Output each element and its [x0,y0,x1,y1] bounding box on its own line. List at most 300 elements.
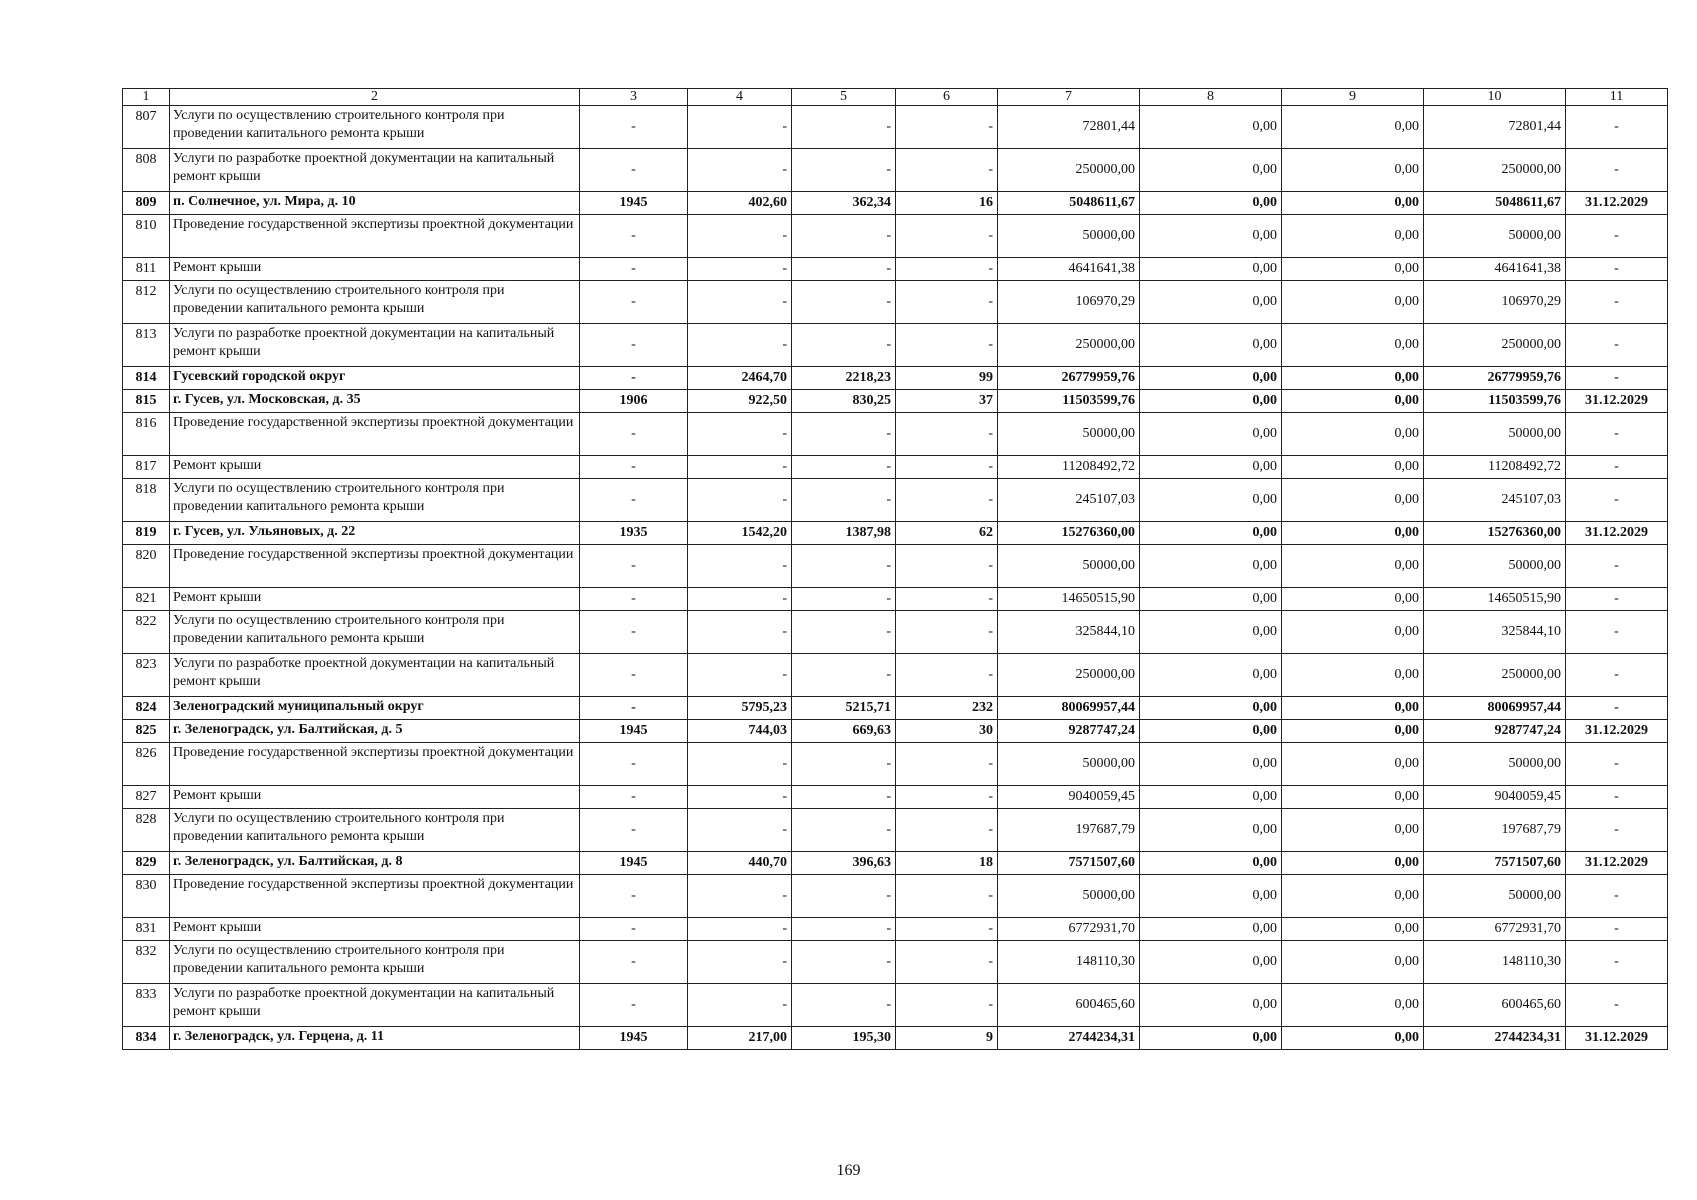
row-number-cell: 818 [123,479,170,522]
table-row [123,697,1668,720]
year-built-cell: - [580,367,688,390]
budget-cost-cell: 0,00 [1282,215,1424,258]
living-area-cell: - [792,479,896,522]
owners-cost-cell: 80069957,44 [1424,697,1566,720]
residents-count-cell: - [896,875,998,918]
owners-cost-cell: 4641641,38 [1424,258,1566,281]
table-row [123,106,1668,149]
row-number-cell: 820 [123,545,170,588]
budget-cost-cell: 0,00 [1282,149,1424,192]
budget-cost-cell: 0,00 [1282,106,1424,149]
residents-count-cell: - [896,456,998,479]
owners-cost-cell: 26779959,76 [1424,367,1566,390]
completion-date-cell: 31.12.2029 [1566,720,1668,743]
living-area-cell: 830,25 [792,390,896,413]
living-area-cell: - [792,413,896,456]
total-cost-cell: 9040059,45 [998,786,1140,809]
owners-cost-cell: 50000,00 [1424,545,1566,588]
living-area-cell: 362,34 [792,192,896,215]
total-cost-cell: 50000,00 [998,545,1140,588]
budget-cost-cell: 0,00 [1282,192,1424,215]
total-area-cell: - [688,809,792,852]
row-number-cell: 815 [123,390,170,413]
fund-cost-cell: 0,00 [1140,984,1282,1027]
row-number-cell: 822 [123,611,170,654]
year-built-cell: - [580,875,688,918]
total-area-cell: - [688,941,792,984]
completion-date-cell: - [1566,611,1668,654]
completion-date-cell: - [1566,786,1668,809]
work-description-cell: Зеленоградский муниципальный округ [170,697,580,720]
total-area-cell: - [688,456,792,479]
owners-cost-cell: 600465,60 [1424,984,1566,1027]
budget-cost-cell: 0,00 [1282,984,1424,1027]
completion-date-cell: 31.12.2029 [1566,522,1668,545]
budget-cost-cell: 0,00 [1282,697,1424,720]
completion-date-cell: 31.12.2029 [1566,852,1668,875]
living-area-cell: - [792,875,896,918]
completion-date-cell: - [1566,545,1668,588]
owners-cost-cell: 148110,30 [1424,941,1566,984]
completion-date-cell: - [1566,984,1668,1027]
year-built-cell: - [580,479,688,522]
table-row [123,918,1668,941]
completion-date-cell: - [1566,875,1668,918]
fund-cost-cell: 0,00 [1140,106,1282,149]
living-area-cell: - [792,324,896,367]
residents-count-cell: 9 [896,1027,998,1050]
work-description-cell: Услуги по осуществлению строительного контроля при проведении капитального ремонта крыши [170,479,580,522]
page-number: 169 [836,1162,861,1179]
column-header: 10 [1424,89,1566,106]
budget-cost-cell: 0,00 [1282,611,1424,654]
work-description-cell: Услуги по разработке проектной документации на капитальный ремонт крыши [170,984,580,1027]
table-row [123,743,1668,786]
row-number-cell: 825 [123,720,170,743]
budget-cost-cell: 0,00 [1282,281,1424,324]
year-built-cell: - [580,413,688,456]
year-built-cell: 1945 [580,720,688,743]
fund-cost-cell: 0,00 [1140,654,1282,697]
total-cost-cell: 50000,00 [998,413,1140,456]
fund-cost-cell: 0,00 [1140,367,1282,390]
residents-count-cell: - [896,324,998,367]
total-area-cell: 217,00 [688,1027,792,1050]
living-area-cell: - [792,545,896,588]
work-description-cell: Проведение государственной экспертизы проектной документации [170,413,580,456]
total-area-cell: - [688,149,792,192]
living-area-cell: - [792,588,896,611]
residents-count-cell: - [896,106,998,149]
completion-date-cell: 31.12.2029 [1566,1027,1668,1050]
year-built-cell: 1945 [580,852,688,875]
column-header: 1 [123,89,170,106]
completion-date-cell: - [1566,588,1668,611]
budget-cost-cell: 0,00 [1282,786,1424,809]
fund-cost-cell: 0,00 [1140,611,1282,654]
budget-cost-cell: 0,00 [1282,588,1424,611]
total-cost-cell: 148110,30 [998,941,1140,984]
fund-cost-cell: 0,00 [1140,149,1282,192]
completion-date-cell: - [1566,149,1668,192]
budget-cost-cell: 0,00 [1282,367,1424,390]
fund-cost-cell: 0,00 [1140,875,1282,918]
fund-cost-cell: 0,00 [1140,456,1282,479]
living-area-cell: - [792,918,896,941]
year-built-cell: - [580,984,688,1027]
table-row [123,786,1668,809]
completion-date-cell: - [1566,258,1668,281]
document-sheet [122,88,1667,1050]
fund-cost-cell: 0,00 [1140,479,1282,522]
living-area-cell: - [792,149,896,192]
total-area-cell: 2464,70 [688,367,792,390]
row-number-cell: 834 [123,1027,170,1050]
table-row [123,852,1668,875]
living-area-cell: - [792,456,896,479]
fund-cost-cell: 0,00 [1140,545,1282,588]
total-area-cell: - [688,654,792,697]
table-row [123,479,1668,522]
column-header: 3 [580,89,688,106]
residents-count-cell: 37 [896,390,998,413]
work-description-cell: г. Зеленоградск, ул. Герцена, д. 11 [170,1027,580,1050]
table-row [123,192,1668,215]
work-description-cell: Ремонт крыши [170,258,580,281]
residents-count-cell: 30 [896,720,998,743]
table-row [123,588,1668,611]
owners-cost-cell: 9287747,24 [1424,720,1566,743]
total-cost-cell: 250000,00 [998,324,1140,367]
year-built-cell: - [580,588,688,611]
fund-cost-cell: 0,00 [1140,281,1282,324]
total-cost-cell: 250000,00 [998,149,1140,192]
fund-cost-cell: 0,00 [1140,941,1282,984]
work-description-cell: Ремонт крыши [170,456,580,479]
work-description-cell: п. Солнечное, ул. Мира, д. 10 [170,192,580,215]
budget-cost-cell: 0,00 [1282,258,1424,281]
owners-cost-cell: 50000,00 [1424,743,1566,786]
budget-cost-cell: 0,00 [1282,413,1424,456]
total-area-cell: 1542,20 [688,522,792,545]
total-area-cell: - [688,588,792,611]
table-body [123,106,1668,1050]
residents-count-cell: - [896,479,998,522]
living-area-cell: 669,63 [792,720,896,743]
year-built-cell: - [580,786,688,809]
total-cost-cell: 26779959,76 [998,367,1140,390]
column-header: 4 [688,89,792,106]
row-number-cell: 808 [123,149,170,192]
total-cost-cell: 11208492,72 [998,456,1140,479]
owners-cost-cell: 50000,00 [1424,413,1566,456]
budget-cost-cell: 0,00 [1282,390,1424,413]
completion-date-cell: - [1566,281,1668,324]
year-built-cell: 1945 [580,192,688,215]
year-built-cell: - [580,545,688,588]
total-area-cell: - [688,875,792,918]
owners-cost-cell: 250000,00 [1424,149,1566,192]
table-row [123,390,1668,413]
residents-count-cell: 99 [896,367,998,390]
living-area-cell: - [792,941,896,984]
residents-count-cell: - [896,984,998,1027]
table-row [123,984,1668,1027]
total-area-cell: - [688,611,792,654]
total-area-cell: 744,03 [688,720,792,743]
residents-count-cell: - [896,281,998,324]
total-area-cell: 5795,23 [688,697,792,720]
work-description-cell: Ремонт крыши [170,786,580,809]
completion-date-cell: - [1566,479,1668,522]
total-cost-cell: 14650515,90 [998,588,1140,611]
year-built-cell: 1935 [580,522,688,545]
row-number-cell: 812 [123,281,170,324]
work-description-cell: г. Зеленоградск, ул. Балтийская, д. 8 [170,852,580,875]
budget-cost-cell: 0,00 [1282,918,1424,941]
budget-cost-cell: 0,00 [1282,479,1424,522]
residents-count-cell: - [896,654,998,697]
table-row [123,611,1668,654]
owners-cost-cell: 245107,03 [1424,479,1566,522]
work-description-cell: Ремонт крыши [170,588,580,611]
row-number-cell: 819 [123,522,170,545]
row-number-cell: 832 [123,941,170,984]
total-cost-cell: 72801,44 [998,106,1140,149]
table-row [123,654,1668,697]
fund-cost-cell: 0,00 [1140,413,1282,456]
work-description-cell: Проведение государственной экспертизы проектной документации [170,215,580,258]
total-cost-cell: 80069957,44 [998,697,1140,720]
living-area-cell: - [792,106,896,149]
owners-cost-cell: 7571507,60 [1424,852,1566,875]
total-area-cell: 402,60 [688,192,792,215]
residents-count-cell: - [896,149,998,192]
completion-date-cell: - [1566,324,1668,367]
total-area-cell: - [688,106,792,149]
year-built-cell: - [580,456,688,479]
living-area-cell: - [792,809,896,852]
living-area-cell: 396,63 [792,852,896,875]
row-number-cell: 811 [123,258,170,281]
table-row [123,413,1668,456]
total-area-cell: - [688,786,792,809]
fund-cost-cell: 0,00 [1140,192,1282,215]
total-area-cell: 440,70 [688,852,792,875]
owners-cost-cell: 5048611,67 [1424,192,1566,215]
owners-cost-cell: 250000,00 [1424,654,1566,697]
living-area-cell: - [792,654,896,697]
living-area-cell: - [792,215,896,258]
year-built-cell: - [580,281,688,324]
owners-cost-cell: 50000,00 [1424,875,1566,918]
year-built-cell: - [580,324,688,367]
residents-count-cell: - [896,786,998,809]
column-header: 9 [1282,89,1424,106]
completion-date-cell: - [1566,215,1668,258]
table-row [123,545,1668,588]
table-row [123,324,1668,367]
owners-cost-cell: 250000,00 [1424,324,1566,367]
living-area-cell: 5215,71 [792,697,896,720]
table-row [123,875,1668,918]
row-number-cell: 813 [123,324,170,367]
table-row [123,941,1668,984]
owners-cost-cell: 9040059,45 [1424,786,1566,809]
fund-cost-cell: 0,00 [1140,697,1282,720]
year-built-cell: - [580,697,688,720]
fund-cost-cell: 0,00 [1140,588,1282,611]
residents-count-cell: - [896,258,998,281]
completion-date-cell: - [1566,941,1668,984]
table-row [123,215,1668,258]
owners-cost-cell: 11208492,72 [1424,456,1566,479]
owners-cost-cell: 197687,79 [1424,809,1566,852]
fund-cost-cell: 0,00 [1140,390,1282,413]
owners-cost-cell: 14650515,90 [1424,588,1566,611]
column-header: 6 [896,89,998,106]
owners-cost-cell: 15276360,00 [1424,522,1566,545]
living-area-cell: - [792,281,896,324]
budget-cost-cell: 0,00 [1282,809,1424,852]
completion-date-cell: 31.12.2029 [1566,390,1668,413]
completion-date-cell: - [1566,456,1668,479]
budget-cost-cell: 0,00 [1282,545,1424,588]
residents-count-cell: - [896,918,998,941]
completion-date-cell: - [1566,697,1668,720]
row-number-cell: 817 [123,456,170,479]
total-area-cell: - [688,413,792,456]
work-description-cell: Услуги по осуществлению строительного контроля при проведении капитального ремонта крыши [170,809,580,852]
fund-cost-cell: 0,00 [1140,324,1282,367]
total-area-cell: - [688,545,792,588]
row-number-cell: 810 [123,215,170,258]
living-area-cell: 195,30 [792,1027,896,1050]
work-description-cell: Услуги по осуществлению строительного контроля при проведении капитального ремонта крыши [170,106,580,149]
work-description-cell: Проведение государственной экспертизы проектной документации [170,545,580,588]
budget-cost-cell: 0,00 [1282,324,1424,367]
work-description-cell: Услуги по разработке проектной документации на капитальный ремонт крыши [170,654,580,697]
work-description-cell: Проведение государственной экспертизы проектной документации [170,743,580,786]
completion-date-cell: - [1566,743,1668,786]
total-cost-cell: 197687,79 [998,809,1140,852]
living-area-cell: - [792,984,896,1027]
owners-cost-cell: 6772931,70 [1424,918,1566,941]
total-cost-cell: 325844,10 [998,611,1140,654]
total-area-cell: - [688,479,792,522]
row-number-cell: 824 [123,697,170,720]
total-area-cell: - [688,281,792,324]
total-area-cell: - [688,984,792,1027]
table-row [123,720,1668,743]
total-cost-cell: 245107,03 [998,479,1140,522]
row-number-cell: 833 [123,984,170,1027]
total-cost-cell: 5048611,67 [998,192,1140,215]
row-number-cell: 809 [123,192,170,215]
year-built-cell: - [580,611,688,654]
owners-cost-cell: 2744234,31 [1424,1027,1566,1050]
total-cost-cell: 7571507,60 [998,852,1140,875]
table-row [123,281,1668,324]
fund-cost-cell: 0,00 [1140,918,1282,941]
total-cost-cell: 50000,00 [998,743,1140,786]
fund-cost-cell: 0,00 [1140,215,1282,258]
owners-cost-cell: 11503599,76 [1424,390,1566,413]
row-number-cell: 826 [123,743,170,786]
year-built-cell: - [580,809,688,852]
work-description-cell: Ремонт крыши [170,918,580,941]
budget-cost-cell: 0,00 [1282,852,1424,875]
fund-cost-cell: 0,00 [1140,258,1282,281]
work-description-cell: Услуги по осуществлению строительного контроля при проведении капитального ремонта крыши [170,611,580,654]
year-built-cell: 1945 [580,1027,688,1050]
year-built-cell: - [580,149,688,192]
residents-count-cell: - [896,809,998,852]
capital-repair-table [122,88,1668,1050]
column-header: 8 [1140,89,1282,106]
year-built-cell: - [580,918,688,941]
owners-cost-cell: 106970,29 [1424,281,1566,324]
row-number-cell: 814 [123,367,170,390]
residents-count-cell: - [896,611,998,654]
year-built-cell: - [580,743,688,786]
total-cost-cell: 4641641,38 [998,258,1140,281]
budget-cost-cell: 0,00 [1282,1027,1424,1050]
total-cost-cell: 6772931,70 [998,918,1140,941]
row-number-cell: 831 [123,918,170,941]
total-area-cell: - [688,215,792,258]
row-number-cell: 821 [123,588,170,611]
residents-count-cell: - [896,941,998,984]
work-description-cell: г. Гусев, ул. Московская, д. 35 [170,390,580,413]
budget-cost-cell: 0,00 [1282,654,1424,697]
row-number-cell: 828 [123,809,170,852]
residents-count-cell: - [896,413,998,456]
table-row [123,1027,1668,1050]
row-number-cell: 830 [123,875,170,918]
work-description-cell: Услуги по разработке проектной документации на капитальный ремонт крыши [170,324,580,367]
work-description-cell: г. Гусев, ул. Ульяновых, д. 22 [170,522,580,545]
residents-count-cell: - [896,215,998,258]
completion-date-cell: - [1566,918,1668,941]
fund-cost-cell: 0,00 [1140,786,1282,809]
completion-date-cell: - [1566,106,1668,149]
living-area-cell: 2218,23 [792,367,896,390]
row-number-cell: 829 [123,852,170,875]
work-description-cell: Гусевский городской округ [170,367,580,390]
column-number-row [123,89,1668,106]
completion-date-cell: - [1566,413,1668,456]
year-built-cell: - [580,941,688,984]
residents-count-cell: 232 [896,697,998,720]
table-row [123,456,1668,479]
column-header: 5 [792,89,896,106]
total-area-cell: - [688,918,792,941]
year-built-cell: - [580,258,688,281]
fund-cost-cell: 0,00 [1140,809,1282,852]
living-area-cell: - [792,611,896,654]
work-description-cell: Услуги по осуществлению строительного контроля при проведении капитального ремонта крыши [170,941,580,984]
completion-date-cell: - [1566,654,1668,697]
budget-cost-cell: 0,00 [1282,941,1424,984]
total-area-cell: - [688,324,792,367]
row-number-cell: 827 [123,786,170,809]
fund-cost-cell: 0,00 [1140,522,1282,545]
total-cost-cell: 11503599,76 [998,390,1140,413]
work-description-cell: Проведение государственной экспертизы проектной документации [170,875,580,918]
budget-cost-cell: 0,00 [1282,743,1424,786]
owners-cost-cell: 72801,44 [1424,106,1566,149]
